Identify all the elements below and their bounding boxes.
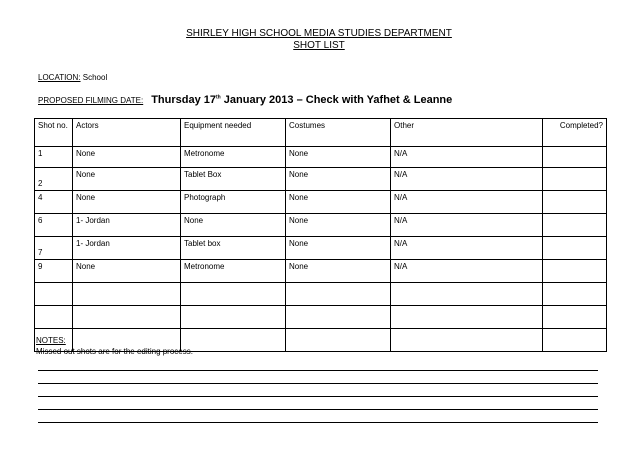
notes-heading: NOTES: xyxy=(36,336,66,345)
location-value: School xyxy=(82,73,108,82)
empty-cell[interactable] xyxy=(73,283,181,306)
writing-line[interactable] xyxy=(38,410,598,423)
header-costumes: Costumes xyxy=(286,119,391,147)
cell-actors: None xyxy=(73,147,181,168)
cell-completed[interactable] xyxy=(543,168,607,191)
cell-equipment: Metronome xyxy=(181,147,286,168)
proposed-date-line xyxy=(38,94,452,106)
empty-cell[interactable] xyxy=(391,329,543,352)
writing-line[interactable] xyxy=(38,358,598,371)
cell-other: N/A xyxy=(391,147,543,168)
table-row xyxy=(35,237,607,260)
empty-cell[interactable] xyxy=(391,306,543,329)
notes-section xyxy=(36,335,193,357)
cell-costumes: None xyxy=(286,214,391,237)
location-line xyxy=(38,73,107,82)
header-equipment: Equipment needed xyxy=(181,119,286,147)
empty-cell[interactable] xyxy=(181,306,286,329)
empty-cell[interactable] xyxy=(543,306,607,329)
table-row xyxy=(35,214,607,237)
header-completed: Completed? xyxy=(543,119,607,147)
empty-cell[interactable] xyxy=(286,306,391,329)
empty-cell[interactable] xyxy=(35,283,73,306)
cell-shot: 1 xyxy=(35,147,73,168)
cell-actors: None xyxy=(73,191,181,214)
table-row xyxy=(35,147,607,168)
table-row xyxy=(35,191,607,214)
cell-shot: 6 xyxy=(35,214,73,237)
cell-equipment: Photograph xyxy=(181,191,286,214)
cell-costumes: None xyxy=(286,147,391,168)
cell-actors: None xyxy=(73,260,181,283)
table-row xyxy=(35,168,607,191)
shot-list-title: SHOT LIST xyxy=(293,40,345,51)
cell-costumes: None xyxy=(286,191,391,214)
cell-equipment: None xyxy=(181,214,286,237)
cell-shot-value: 2 xyxy=(38,179,43,188)
cell-other: N/A xyxy=(391,260,543,283)
cell-completed[interactable] xyxy=(543,147,607,168)
proposed-date-rest: January 2013 – Check with Yafhet & Leanne xyxy=(220,94,453,106)
cell-other: N/A xyxy=(391,237,543,260)
department-title: SHIRLEY HIGH SCHOOL MEDIA STUDIES DEPARTMENT xyxy=(186,28,452,39)
cell-costumes: None xyxy=(286,237,391,260)
proposed-date-day: Thursday 17 xyxy=(151,94,217,106)
writing-line[interactable] xyxy=(38,384,598,397)
shot-list-table xyxy=(34,118,607,352)
cell-actors: None xyxy=(73,168,181,191)
cell-shot xyxy=(35,237,73,260)
empty-cell[interactable] xyxy=(543,283,607,306)
cell-costumes: None xyxy=(286,260,391,283)
cell-equipment: Tablet box xyxy=(181,237,286,260)
empty-table-row xyxy=(35,306,607,329)
cell-shot: 4 xyxy=(35,191,73,214)
cell-other: N/A xyxy=(391,191,543,214)
cell-completed[interactable] xyxy=(543,214,607,237)
proposed-date-value xyxy=(151,94,452,106)
notes-writing-lines xyxy=(38,358,598,423)
header-actors: Actors xyxy=(73,119,181,147)
cell-shot-value: 7 xyxy=(38,248,43,257)
header-shot-no: Shot no. xyxy=(35,119,73,147)
empty-cell[interactable] xyxy=(543,329,607,352)
cell-completed[interactable] xyxy=(543,260,607,283)
empty-table-row xyxy=(35,283,607,306)
cell-actors: 1- Jordan xyxy=(73,214,181,237)
notes-text: Missed out shots are for the editing process. xyxy=(36,347,193,356)
cell-shot xyxy=(35,168,73,191)
cell-completed[interactable] xyxy=(543,237,607,260)
location-label: LOCATION: xyxy=(38,73,81,82)
cell-other: N/A xyxy=(391,214,543,237)
empty-cell[interactable] xyxy=(181,283,286,306)
empty-cell[interactable] xyxy=(181,329,286,352)
empty-cell[interactable] xyxy=(73,306,181,329)
cell-actors: 1- Jordan xyxy=(73,237,181,260)
proposed-date-label: PROPOSED FILMING DATE: xyxy=(38,96,144,105)
proposed-date-ordinal: th xyxy=(216,94,221,101)
cell-equipment: Metronome xyxy=(181,260,286,283)
empty-cell[interactable] xyxy=(391,283,543,306)
empty-cell[interactable] xyxy=(286,283,391,306)
empty-cell[interactable] xyxy=(35,306,73,329)
cell-costumes: None xyxy=(286,168,391,191)
cell-equipment: Tablet Box xyxy=(181,168,286,191)
table-row xyxy=(35,260,607,283)
cell-shot: 9 xyxy=(35,260,73,283)
cell-completed[interactable] xyxy=(543,191,607,214)
cell-other: N/A xyxy=(391,168,543,191)
writing-line[interactable] xyxy=(38,397,598,410)
table-header-row xyxy=(35,119,607,147)
empty-cell[interactable] xyxy=(286,329,391,352)
header-other: Other xyxy=(391,119,543,147)
writing-line[interactable] xyxy=(38,371,598,384)
